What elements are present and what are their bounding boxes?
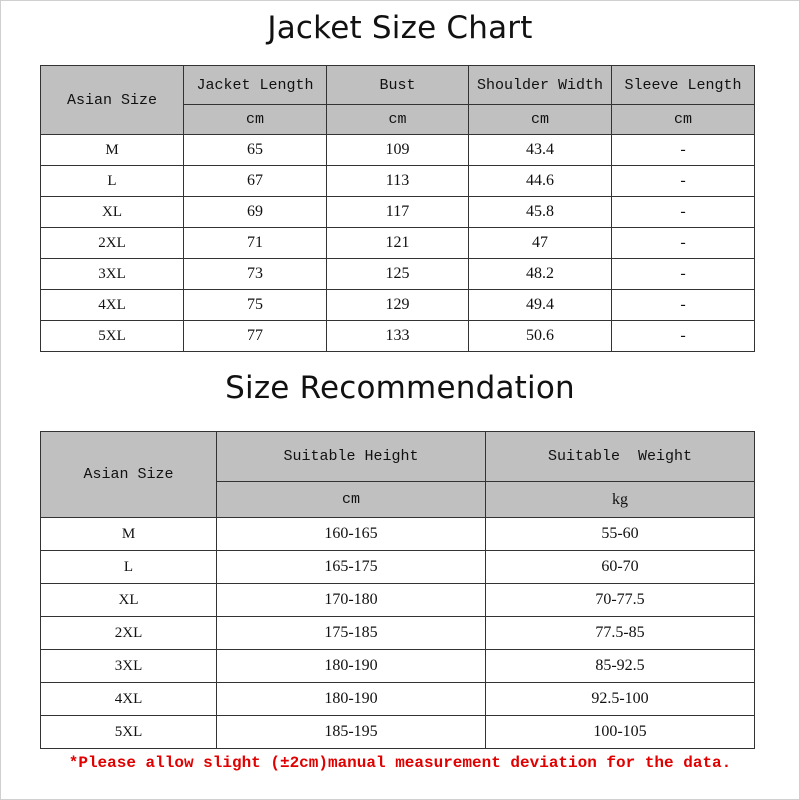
size-column-header: Asian Size: [41, 66, 184, 135]
table-row: [41, 584, 755, 617]
size-chart-table: [40, 65, 755, 352]
size-cell: L: [41, 166, 184, 197]
value-cell: 125: [327, 259, 469, 290]
table-row: [41, 321, 755, 352]
value-cell: 69: [184, 197, 327, 228]
shoulder-width-header: Shoulder Width: [469, 66, 612, 105]
value-cell: 109: [327, 135, 469, 166]
table-row: [41, 617, 755, 650]
table-row: [41, 135, 755, 166]
value-cell: 92.5-100: [486, 683, 755, 716]
value-cell: -: [612, 135, 755, 166]
size-cell: M: [41, 135, 184, 166]
unit-cell: cm: [184, 105, 327, 135]
table-row: [41, 166, 755, 197]
size-recommendation-title: Size Recommendation: [225, 370, 575, 406]
size-cell: XL: [41, 197, 184, 228]
value-cell: -: [612, 290, 755, 321]
value-cell: -: [612, 321, 755, 352]
value-cell: 160-165: [217, 518, 486, 551]
value-cell: -: [612, 228, 755, 259]
unit-cell: kg: [486, 482, 755, 518]
size-cell: 2XL: [41, 228, 184, 259]
size-cell: L: [41, 551, 217, 584]
value-cell: 133: [327, 321, 469, 352]
value-cell: 44.6: [469, 166, 612, 197]
size-cell: 5XL: [41, 321, 184, 352]
size-cell: 5XL: [41, 716, 217, 749]
table-row: [41, 518, 755, 551]
measurement-deviation-note: *Please allow slight (±2cm)manual measurement deviation for the data.: [68, 754, 732, 772]
value-cell: 113: [327, 166, 469, 197]
value-cell: 65: [184, 135, 327, 166]
suitable-height-header: Suitable Height: [217, 432, 486, 482]
table-row: [41, 290, 755, 321]
value-cell: 71: [184, 228, 327, 259]
value-cell: 117: [327, 197, 469, 228]
value-cell: 185-195: [217, 716, 486, 749]
table-row: [41, 551, 755, 584]
value-cell: 67: [184, 166, 327, 197]
value-cell: -: [612, 259, 755, 290]
value-cell: 165-175: [217, 551, 486, 584]
value-cell: 50.6: [469, 321, 612, 352]
size-cell: XL: [41, 584, 217, 617]
bust-header: Bust: [327, 66, 469, 105]
value-cell: 45.8: [469, 197, 612, 228]
value-cell: 77.5-85: [486, 617, 755, 650]
size-cell: 4XL: [41, 683, 217, 716]
value-cell: 180-190: [217, 683, 486, 716]
value-cell: 170-180: [217, 584, 486, 617]
value-cell: 77: [184, 321, 327, 352]
value-cell: 85-92.5: [486, 650, 755, 683]
jacket-length-header: Jacket Length: [184, 66, 327, 105]
size-cell: 3XL: [41, 259, 184, 290]
value-cell: 49.4: [469, 290, 612, 321]
sleeve-length-header: Sleeve Length: [612, 66, 755, 105]
value-cell: 175-185: [217, 617, 486, 650]
size-cell: 4XL: [41, 290, 184, 321]
size-cell: 2XL: [41, 617, 217, 650]
table-row: [41, 683, 755, 716]
table-row: [41, 716, 755, 749]
value-cell: 55-60: [486, 518, 755, 551]
value-cell: 43.4: [469, 135, 612, 166]
size-chart-title: Jacket Size Chart: [267, 10, 533, 46]
value-cell: 129: [327, 290, 469, 321]
unit-cell: cm: [327, 105, 469, 135]
table-row: [41, 650, 755, 683]
value-cell: 75: [184, 290, 327, 321]
value-cell: -: [612, 166, 755, 197]
table-row: [41, 259, 755, 290]
value-cell: 47: [469, 228, 612, 259]
unit-cell: cm: [217, 482, 486, 518]
value-cell: 180-190: [217, 650, 486, 683]
suitable-weight-header: Suitable Weight: [486, 432, 755, 482]
size-cell: M: [41, 518, 217, 551]
table-row: [41, 197, 755, 228]
size-cell: 3XL: [41, 650, 217, 683]
value-cell: 60-70: [486, 551, 755, 584]
recommendation-header-row: [41, 432, 755, 482]
value-cell: -: [612, 197, 755, 228]
table-row: [41, 228, 755, 259]
unit-cell: cm: [612, 105, 755, 135]
size-recommendation-table: [40, 431, 755, 749]
value-cell: 100-105: [486, 716, 755, 749]
value-cell: 48.2: [469, 259, 612, 290]
value-cell: 70-77.5: [486, 584, 755, 617]
value-cell: 121: [327, 228, 469, 259]
value-cell: 73: [184, 259, 327, 290]
unit-cell: cm: [469, 105, 612, 135]
size-column-header: Asian Size: [41, 432, 217, 518]
size-chart-header-row: [41, 66, 755, 105]
